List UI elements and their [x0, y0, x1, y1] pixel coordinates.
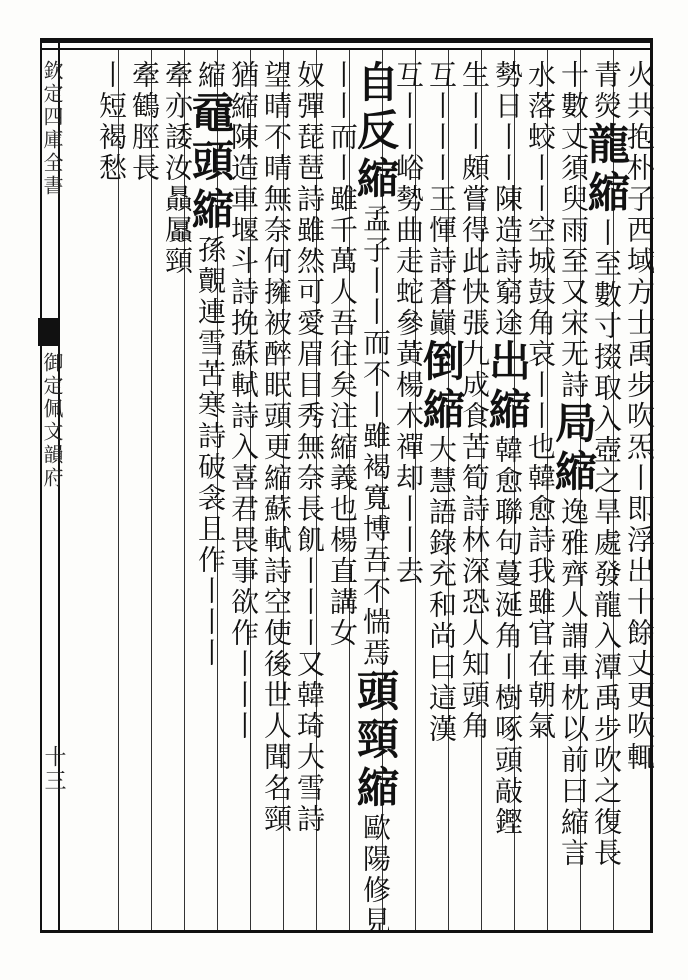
headword: 龍縮 [582, 122, 631, 218]
text-run: 生丨丨頗嘗得此快 [458, 60, 491, 308]
text-run: 丨短褐愁 [95, 60, 128, 184]
text-run: 互丨丨峪勢曲走蛇 [392, 60, 425, 308]
page-number: 十三 [41, 745, 66, 793]
headword: 自反縮 [351, 60, 400, 204]
book-title: 欽定四庫全書 [40, 60, 64, 198]
text-run: 孟子丨丨而不丨雖褐寬博吾不惴焉 [359, 204, 392, 669]
text-run: 十數丈須臾雨至又宋无詩 [557, 60, 590, 401]
text-run: 奴彈琵琶詩雖然可愛眉目秀無奈長飢丨丨丨又韓琦大雪詩 [293, 60, 326, 835]
text-column [87, 60, 135, 184]
headword: 出縮 [483, 339, 532, 435]
text-run: 丨丨也韓愈詩我雖官在朝氣 [524, 370, 557, 742]
bottom-border [40, 930, 652, 933]
text-run: 青熒 [590, 60, 623, 122]
top-border-inner [40, 48, 652, 50]
text-run: 大慧語錄充和尚曰這漢 [425, 435, 458, 745]
top-border [40, 38, 652, 43]
fishtail-mark [38, 318, 58, 346]
text-run: 張九成食苦筍詩林深恐人知頭角 [458, 308, 491, 742]
text-run: 歐陽修見 [359, 813, 392, 937]
text-run: 孫覿連雪苦寒詩破衾且作丨丨丨 [194, 235, 227, 669]
text-run: 丨丨而丨雖千萬人吾往矣注縮義也 [326, 60, 359, 525]
headword: 黿頭縮 [186, 91, 235, 235]
text-run: 火共 [623, 60, 656, 122]
text-run: 牽鶴脛長 [128, 60, 161, 184]
text-run: 逸雅齊人謂車枕以前曰縮言 [557, 497, 590, 869]
text-run: 楊直講女 [326, 525, 359, 649]
text-run: 水落蛟丨丨空城鼓角哀 [524, 60, 557, 370]
text-run: 望晴不晴無奈何擁被醉眠頭更縮蘇軾詩空使後世人聞名頸 [260, 60, 293, 835]
text-run: 互丨丨丨王惲詩蒼巓 [425, 60, 458, 339]
text-run: 韓愈聯句蔓涎角丨樹啄頭敲鏗 [491, 435, 524, 838]
headword: 倒縮 [417, 339, 466, 435]
work-title: 御定佩文韻府 [40, 352, 64, 490]
headword: 頭頸縮 [351, 669, 400, 813]
text-run: 猶縮陳造車堰斗詩挽 [227, 60, 260, 339]
text-run: 抱朴子西域方士禹步吹炁丨即浮出十餘丈更吹輒 [623, 122, 656, 773]
text-run: 縮 [194, 60, 227, 91]
text-run: 勢日丨丨陳造詩窮途 [491, 60, 524, 339]
text-run: 蘇軾詩入喜君畏事欲作丨丨丨 [227, 339, 260, 742]
text-run: 參黃楊木禪却丨丨去 [392, 308, 425, 587]
text-run: 牽亦諉汝贔屭頸 [161, 60, 194, 277]
headword: 局縮 [549, 401, 598, 497]
text-run: 丨至數寸掇取入壺之旱處發龍入潭禹步吹之復長 [590, 218, 623, 869]
